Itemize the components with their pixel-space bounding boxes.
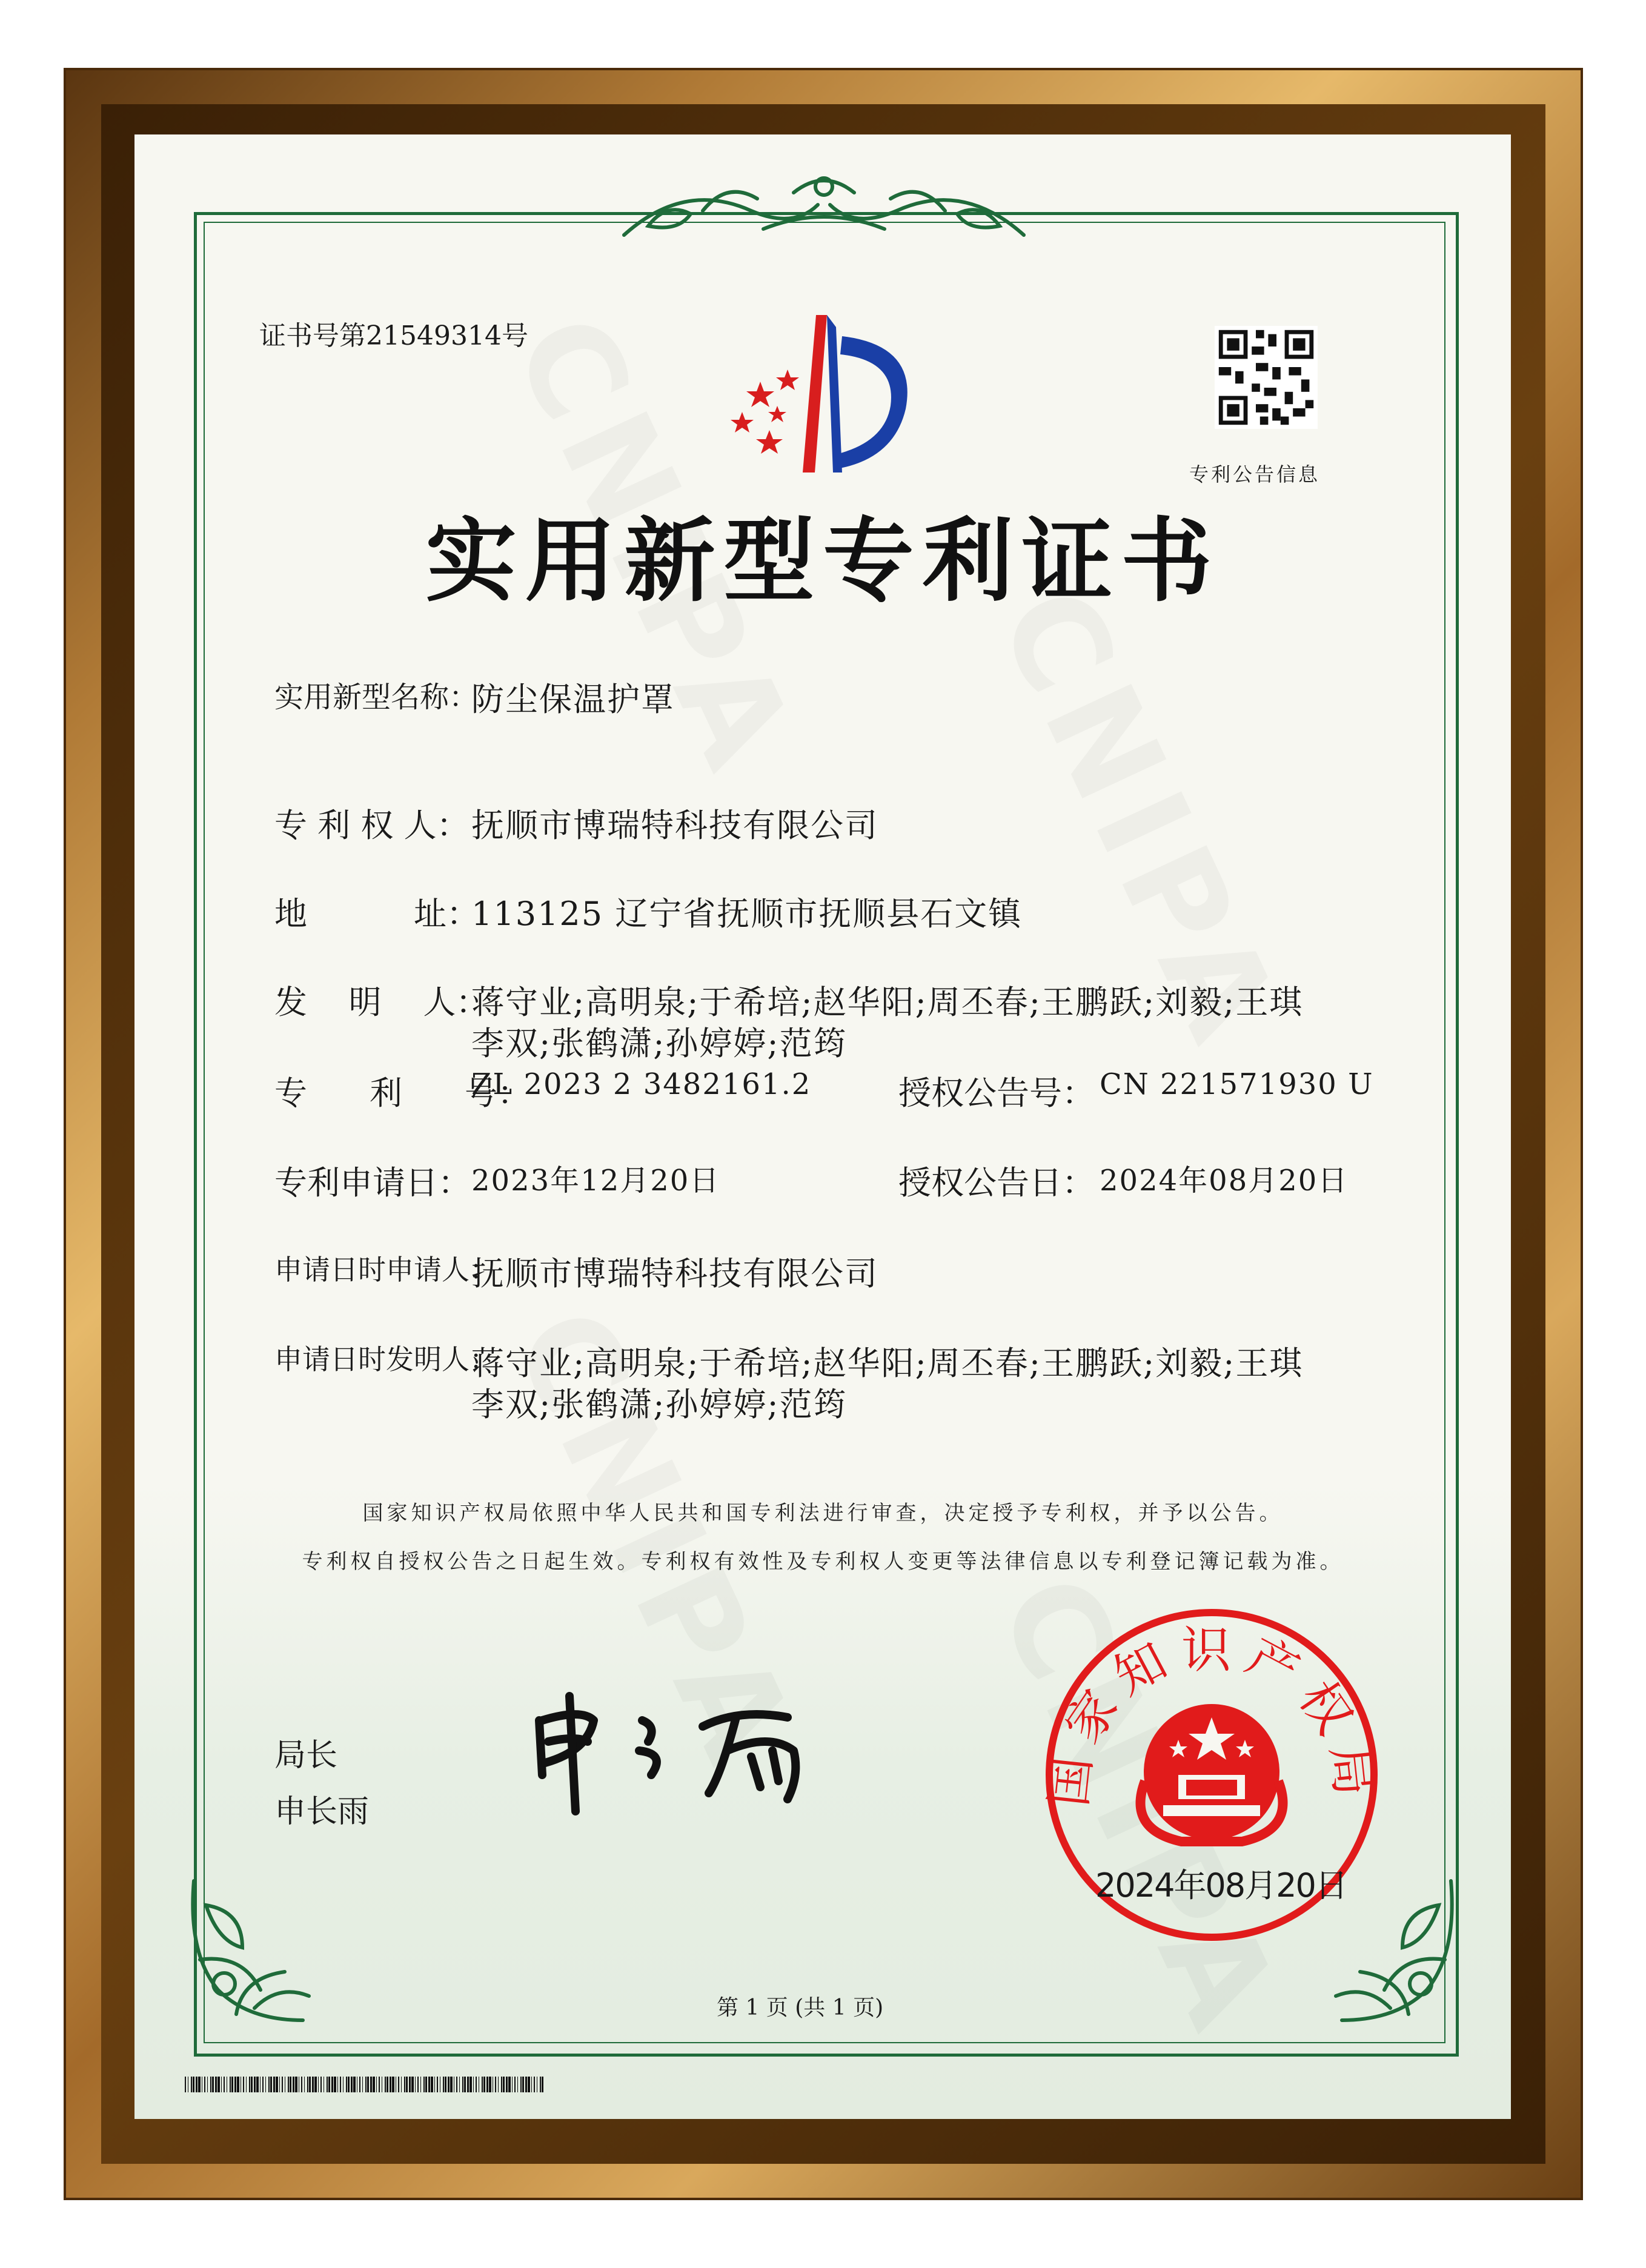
top-ornament-icon (612, 168, 1036, 247)
patent-number-value: ZL 2023 2 3482161.2 (471, 1067, 812, 1101)
utility-model-name-value: 防尘保温护罩 (471, 680, 675, 718)
certificate-number: 证书号第21549314号 (259, 320, 528, 351)
grant-date-label: 授权公告日： (898, 1164, 1095, 1202)
qr-caption: 专利公告信息 (1189, 463, 1321, 486)
bottom-left-ornament-icon (182, 1869, 321, 2032)
inventor-line-2: 李双;张鹤潇;孙婷婷;范筠 (471, 1024, 848, 1063)
inventor-at-filing-label: 申请日时发明人： (274, 1343, 497, 1376)
director-title: 局长 (274, 1737, 338, 1774)
filing-date-label: 专利申请日： (274, 1164, 471, 1202)
barcode-icon (185, 2077, 545, 2092)
patent-number-label: 专 利 号： (274, 1074, 530, 1112)
director-name: 申长雨 (274, 1794, 370, 1830)
filing-date-value: 2023年12月20日 (471, 1164, 720, 1198)
grant-publication-number-value: CN 221571930 U (1100, 1067, 1374, 1101)
inventor-at-filing-line-2: 李双;张鹤潇;孙婷婷;范筠 (471, 1385, 848, 1424)
inventor-line-1: 蒋守业;高明泉;于希培;赵华阳;周丕春;王鹏跃;刘毅;王琪 (471, 983, 1304, 1021)
certificate-title: 实用新型专利证书 (425, 508, 1221, 614)
applicant-at-filing-label: 申请日时申请人： (274, 1253, 497, 1286)
applicant-at-filing-value: 抚顺市博瑞特科技有限公司 (471, 1255, 878, 1293)
seal-date: 2024年08月20日 (1095, 1866, 1347, 1905)
qr-code-icon (1215, 326, 1318, 429)
page-indicator: 第 1 页 (共 1 页) (717, 1995, 884, 2020)
grant-notice-line-1: 国家知识产权局依照中华人民共和国专利法进行审查，决定授予专利权，并予以公告。 (362, 1501, 1284, 1525)
address-label-end: 址： (414, 895, 479, 933)
inventor-label: 发 明 人： (274, 983, 489, 1021)
grant-publication-number-label: 授权公告号： (898, 1074, 1095, 1112)
grant-notice-line-2: 专利权自授权公告之日起生效。专利权有效性及专利权人变更等法律信息以专利登记簿记载为准。 (302, 1550, 1344, 1574)
inventor-at-filing-line-1: 蒋守业;高明泉;于希培;赵华阳;周丕春;王鹏跃;刘毅;王琪 (471, 1344, 1304, 1382)
seal-text: 国家知识产权局 (1040, 1621, 1384, 1809)
patentee-label: 专 利 权 人： (274, 806, 470, 844)
grant-date-value: 2024年08月20日 (1100, 1164, 1349, 1198)
address-label-start: 地 (274, 895, 307, 933)
cnipa-logo-icon (712, 309, 942, 485)
address-value: 113125 辽宁省抚顺市抚顺县石文镇 (471, 895, 1023, 933)
handwritten-signature-icon (527, 1684, 842, 1817)
utility-model-name-label: 实用新型名称： (274, 680, 479, 714)
patentee-value: 抚顺市博瑞特科技有限公司 (471, 806, 878, 844)
